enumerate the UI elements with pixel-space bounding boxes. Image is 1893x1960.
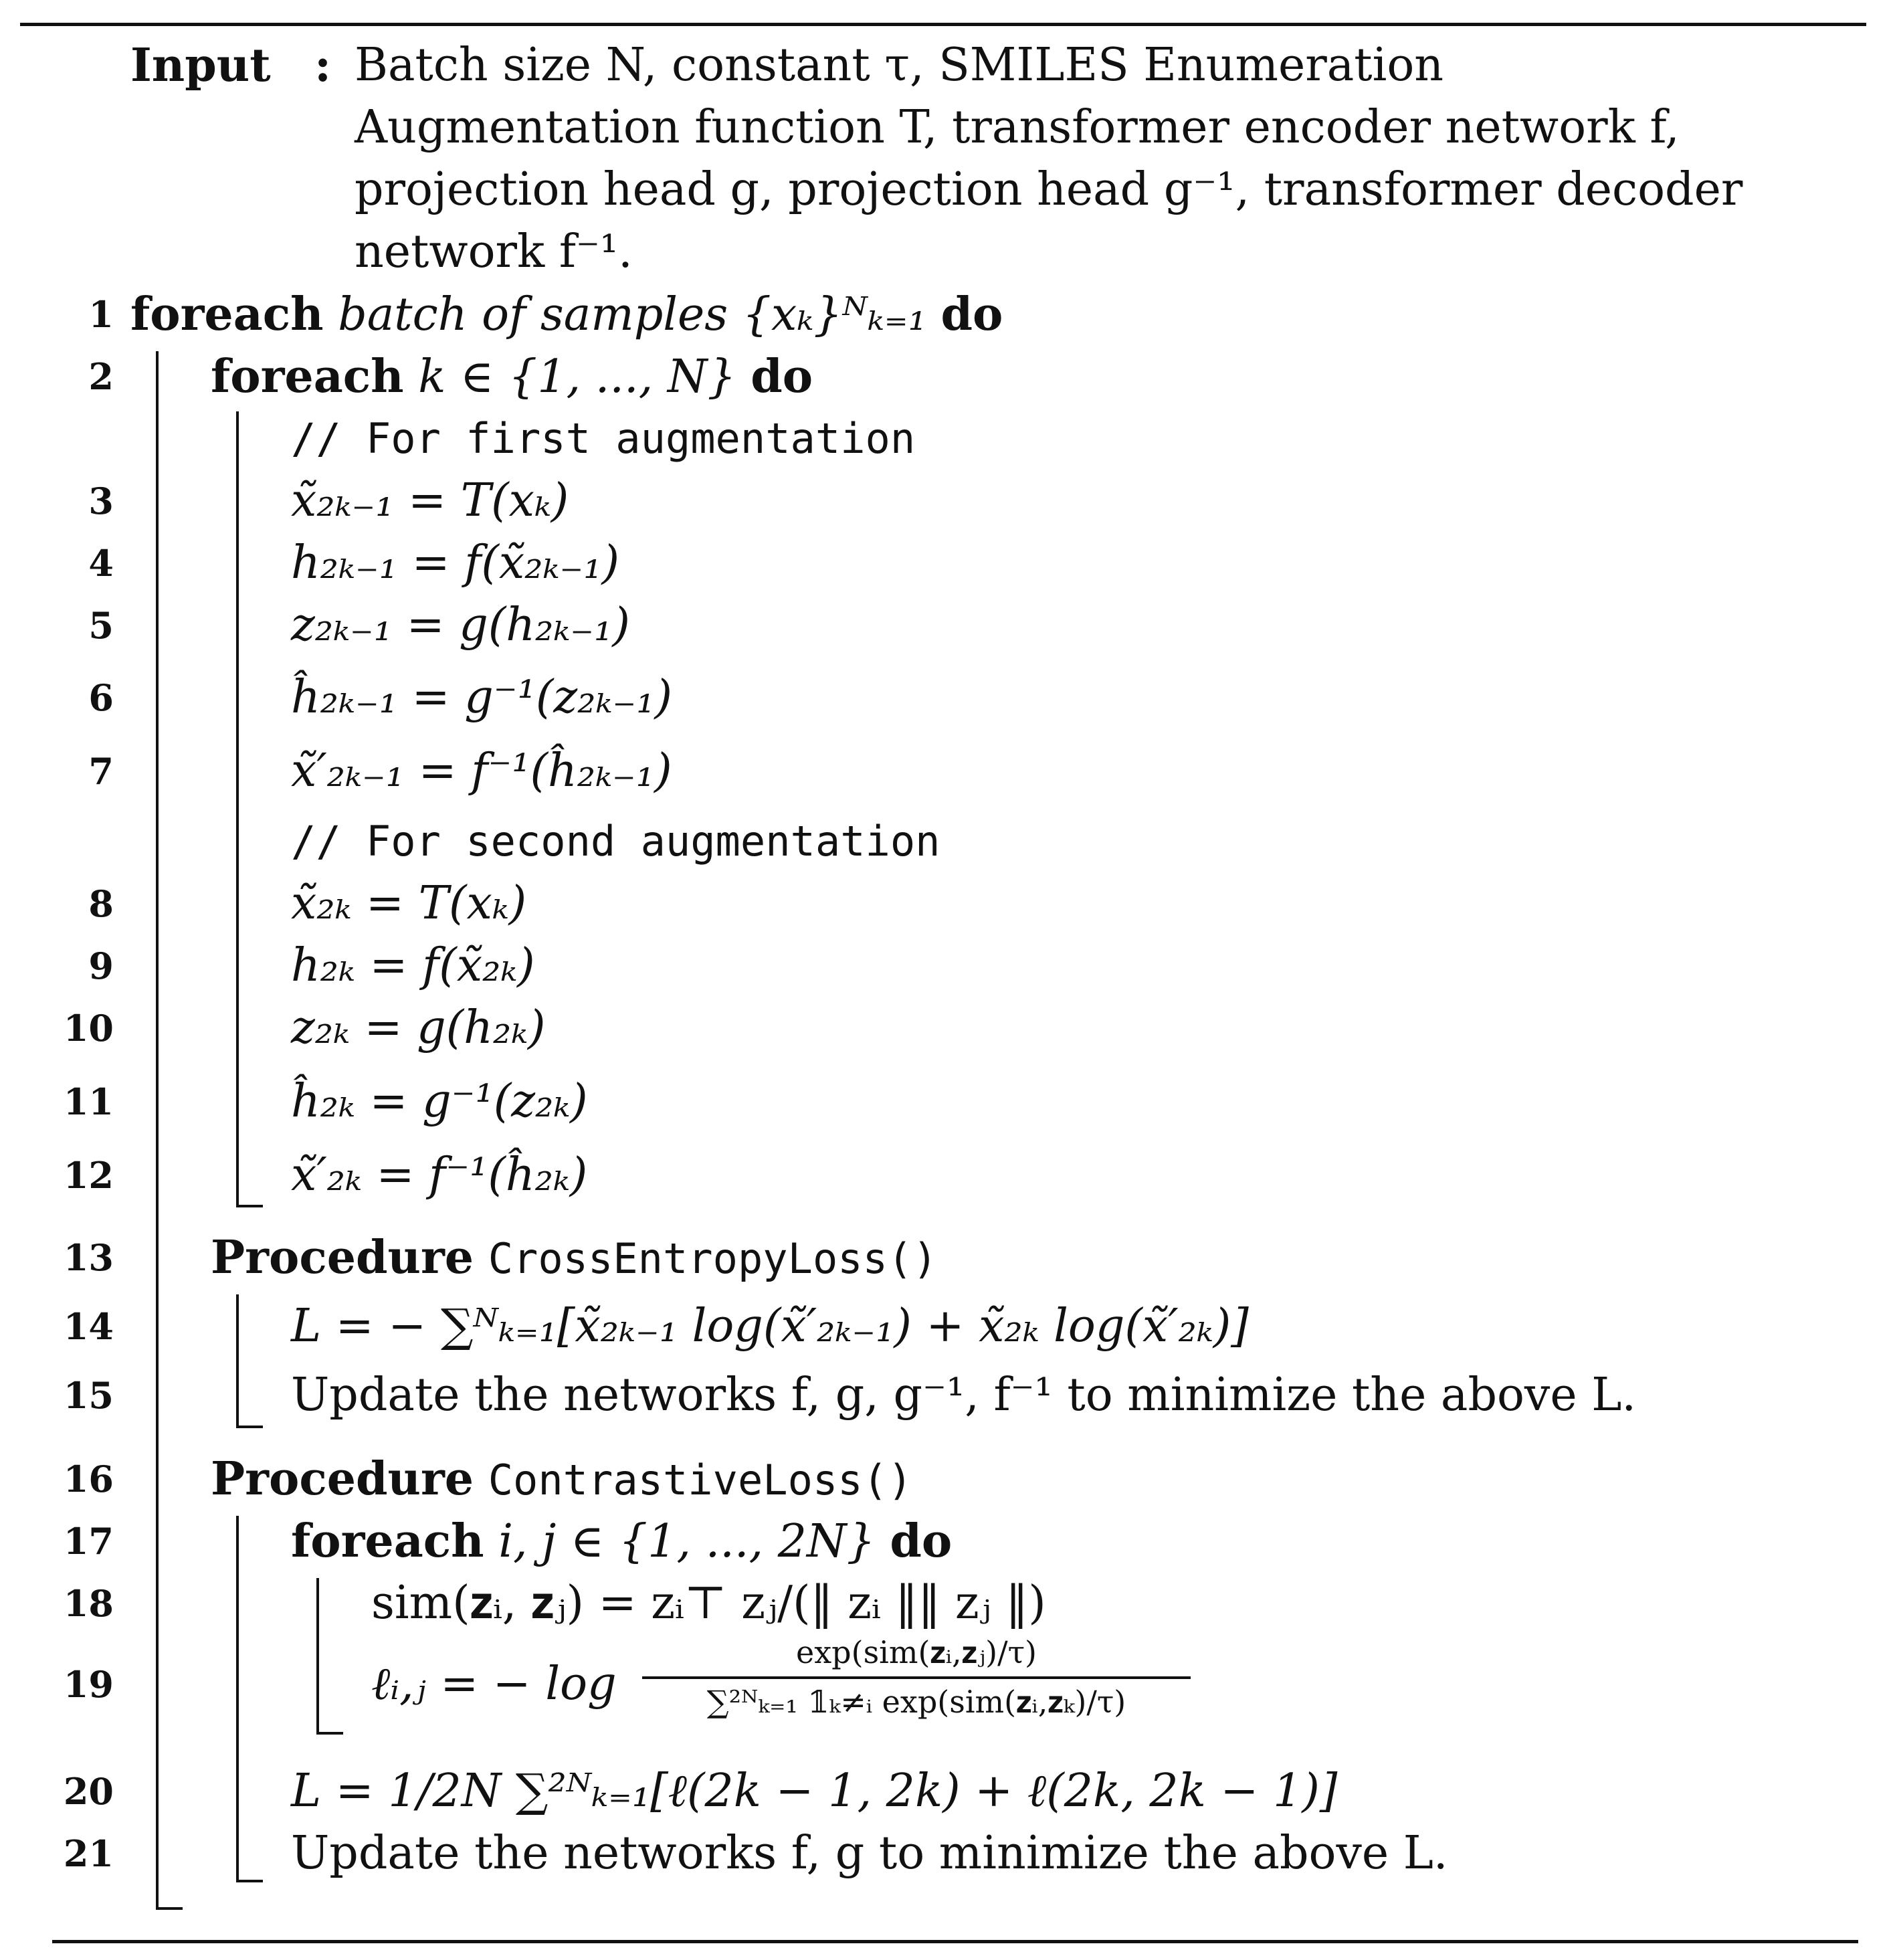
- line-text: z₂ₖ₋₁ = g(h₂ₖ₋₁): [291, 599, 630, 652]
- keyword-foreach: foreach: [291, 1514, 484, 1568]
- line-number: 5: [88, 604, 114, 647]
- line-number: 9: [88, 945, 114, 987]
- algo-line-13: [0, 1226, 1873, 1290]
- block-bar-procedure-ce: [236, 1294, 239, 1428]
- keyword-do: do: [940, 288, 1003, 341]
- algo-line-18: [0, 1571, 1873, 1636]
- keyword-do: do: [890, 1514, 953, 1568]
- block-bar-foreach-k: [236, 411, 239, 1207]
- input-line-2: Augmentation function T, transformer encoder network f,: [355, 101, 1680, 154]
- line-text: h₂ₖ = f(x̃₂ₖ): [291, 939, 535, 992]
- block-foot-procedure-cl: [236, 1880, 263, 1882]
- fraction-denominator: ∑²ᴺₖ₌₁ 𝟙ₖ≠ᵢ exp(sim(𝐳ᵢ,𝐳ₖ)/τ): [706, 1684, 1126, 1720]
- block-foot-foreach-ij: [316, 1732, 343, 1735]
- line-text: ĥ₂ₖ = g⁻¹(z₂ₖ): [291, 1075, 588, 1128]
- line-number: 19: [63, 1663, 114, 1706]
- algo-line-3: [0, 469, 1873, 533]
- keyword-foreach: foreach: [211, 350, 404, 403]
- input-line-1: Batch size N, constant τ, SMILES Enumeration: [355, 39, 1444, 92]
- line-number: 20: [63, 1770, 114, 1813]
- input-colon: :: [314, 39, 332, 92]
- line-text: Update the networks f, g to minimize the above L.: [291, 1827, 1448, 1880]
- procedure-name: ContrastiveLoss(): [488, 1456, 913, 1504]
- algo-line-12: [0, 1143, 1873, 1207]
- comment-first-augmentation: // For first augmentation: [291, 414, 916, 463]
- algo-line-8: [0, 872, 1873, 936]
- comment-second-augmentation: // For second augmentation: [291, 817, 940, 866]
- line-number: 12: [63, 1154, 114, 1197]
- keyword-foreach: foreach: [130, 288, 324, 341]
- algo-line-17: [0, 1509, 1873, 1573]
- line-number: 8: [88, 882, 114, 925]
- algo-comment-2: [0, 809, 1873, 874]
- algo-line-4: [0, 531, 1873, 595]
- algo-line-2: [0, 345, 1873, 409]
- line-text: Update the networks f, g, g⁻¹, f⁻¹ to minimize the above L.: [291, 1369, 1636, 1422]
- line-number: 1: [88, 293, 114, 336]
- line-text: L = − ∑ᴺₖ₌₁[x̃₂ₖ₋₁ log(x̃′₂ₖ₋₁) + x̃₂ₖ log(x̃′₂ₖ)]: [291, 1300, 1249, 1353]
- input-line-4: network f⁻¹.: [355, 225, 633, 278]
- line-number: 18: [63, 1582, 114, 1625]
- algo-line-6: [0, 666, 1873, 730]
- block-bar-foreach-ij: [316, 1578, 319, 1735]
- line-number: 13: [63, 1236, 114, 1279]
- line-text: z₂ₖ = g(h₂ₖ): [291, 1001, 546, 1054]
- line-text: ĥ₂ₖ₋₁ = g⁻¹(z₂ₖ₋₁): [291, 671, 672, 724]
- top-rule: [20, 23, 1866, 26]
- block-bar-procedure-cl: [236, 1516, 239, 1882]
- line-number: 21: [63, 1832, 114, 1875]
- fraction-numerator: exp(sim(𝐳ᵢ,𝐳ⱼ)/τ): [796, 1634, 1037, 1670]
- line-number: 3: [88, 480, 114, 522]
- algo-line-5: [0, 593, 1873, 658]
- block-foot-outer: [156, 1907, 183, 1910]
- line-number: 16: [63, 1458, 114, 1500]
- line-text: x̃′₂ₖ₋₁ = f⁻¹(ĥ₂ₖ₋₁): [291, 745, 672, 797]
- line-text: x̃′₂ₖ = f⁻¹(ĥ₂ₖ): [291, 1149, 588, 1201]
- block-foot-foreach-k: [236, 1205, 263, 1207]
- keyword-procedure: Procedure: [211, 1452, 474, 1506]
- line-text: i, j ∈ {1, ..., 2N}: [484, 1515, 890, 1568]
- algo-line-20: [0, 1759, 1873, 1824]
- line-number: 4: [88, 542, 114, 585]
- line-number: 14: [63, 1305, 114, 1348]
- line-number: 15: [63, 1374, 114, 1417]
- algo-line-10: [0, 996, 1873, 1060]
- algo-line-7: [0, 739, 1873, 803]
- line-number: 6: [88, 676, 114, 719]
- line-number: 11: [63, 1080, 114, 1123]
- algo-line-15: [0, 1363, 1873, 1428]
- line-number: 7: [88, 750, 114, 793]
- block-bar-outer: [156, 351, 159, 1910]
- keyword-do: do: [751, 350, 813, 403]
- line-text: x̃₂ₖ₋₁ = T(xₖ): [291, 474, 569, 527]
- bottom-rule: [52, 1940, 1858, 1943]
- algo-line-1: [0, 282, 1873, 347]
- line-text: ℓᵢ,ⱼ = − log: [371, 1658, 617, 1710]
- block-foot-procedure-ce: [236, 1426, 263, 1428]
- line-number: 17: [63, 1520, 114, 1563]
- algo-line-16: [0, 1447, 1873, 1511]
- algo-line-14: [0, 1294, 1873, 1359]
- line-text: batch of samples {xₖ}ᴺₖ₌₁: [323, 288, 941, 341]
- algo-line-9: [0, 934, 1873, 998]
- line-text: k ∈ {1, ..., N}: [403, 351, 751, 403]
- algo-line-11: [0, 1070, 1873, 1134]
- algo-comment-1: [0, 407, 1873, 471]
- line-number: 10: [63, 1007, 114, 1050]
- algo-line-21: [0, 1822, 1873, 1886]
- input-label: Input: [130, 39, 271, 92]
- fraction-bar: [642, 1676, 1191, 1679]
- line-text: x̃₂ₖ = T(xₖ): [291, 877, 527, 930]
- line-number: 2: [88, 355, 114, 398]
- line-text: h₂ₖ₋₁ = f(x̃₂ₖ₋₁): [291, 536, 620, 589]
- input-line-3: projection head g, projection head g⁻¹, transformer decoder: [355, 163, 1743, 216]
- line-text: sim(𝐳ᵢ, 𝐳ⱼ) = zᵢ⊤ zⱼ/(‖ zᵢ ‖‖ zⱼ ‖): [371, 1577, 1046, 1630]
- line-text: L = 1/2N ∑²ᴺₖ₌₁[ℓ(2k − 1, 2k) + ℓ(2k, 2k − 1)]: [291, 1765, 1338, 1818]
- keyword-procedure: Procedure: [211, 1231, 474, 1284]
- procedure-name: CrossEntropyLoss(): [488, 1234, 938, 1283]
